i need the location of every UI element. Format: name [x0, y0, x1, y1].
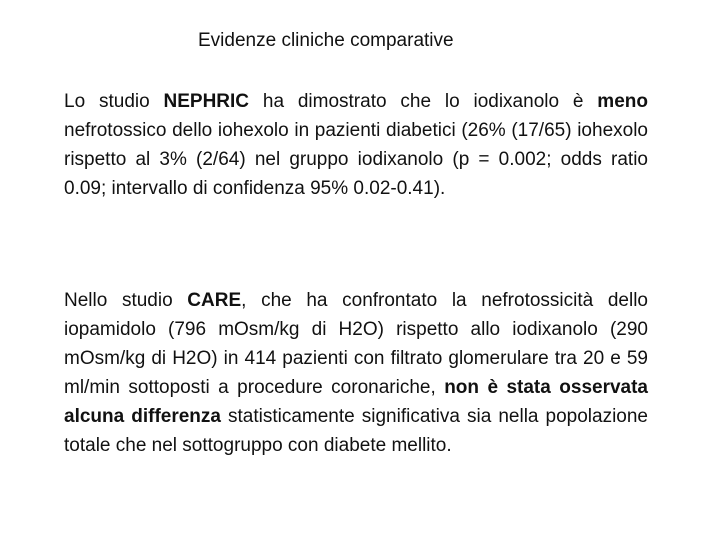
study-name-care: CARE	[187, 290, 242, 311]
paragraph-nephric-study	[64, 87, 648, 203]
paragraph-care-study	[64, 286, 648, 460]
paragraph-text: nefrotossico dello iohexolo in pazienti diabetici (26% (17/65) iohexolo rispetto al 3% (2/64) nel gruppo iodixanolo (p = 0.002; odds ratio 0.09; intervallo di confidenza 95% 0.02-0.41).	[64, 120, 648, 199]
paragraph-text: Lo studio	[64, 91, 164, 112]
paragraph-text: , che ha confrontato la nefrotossicità dello iopamidolo (796 mOsm/kg di H2O) rispetto allo iodixanolo (290 mOsm/kg di H2O) in 414 pazienti con filtrato glomerulare tra 20 e 59 ml/min sottoposti a procedure coronariche,	[64, 290, 648, 398]
emphasis-no-difference: non è stata osservata alcuna differenza	[64, 377, 648, 427]
study-name-nephric: NEPHRIC	[163, 91, 250, 112]
paragraph-text: ha dimostrato che lo iodixanolo è	[249, 91, 598, 112]
paragraph-text: Nello studio	[64, 290, 188, 311]
slide-title: Evidenze cliniche comparative	[198, 30, 454, 51]
paragraph-text: statisticamente significativa sia nella popolazione totale che nel sottogruppo con diabete mellito.	[64, 406, 648, 456]
emphasis-meno: meno	[597, 91, 648, 112]
